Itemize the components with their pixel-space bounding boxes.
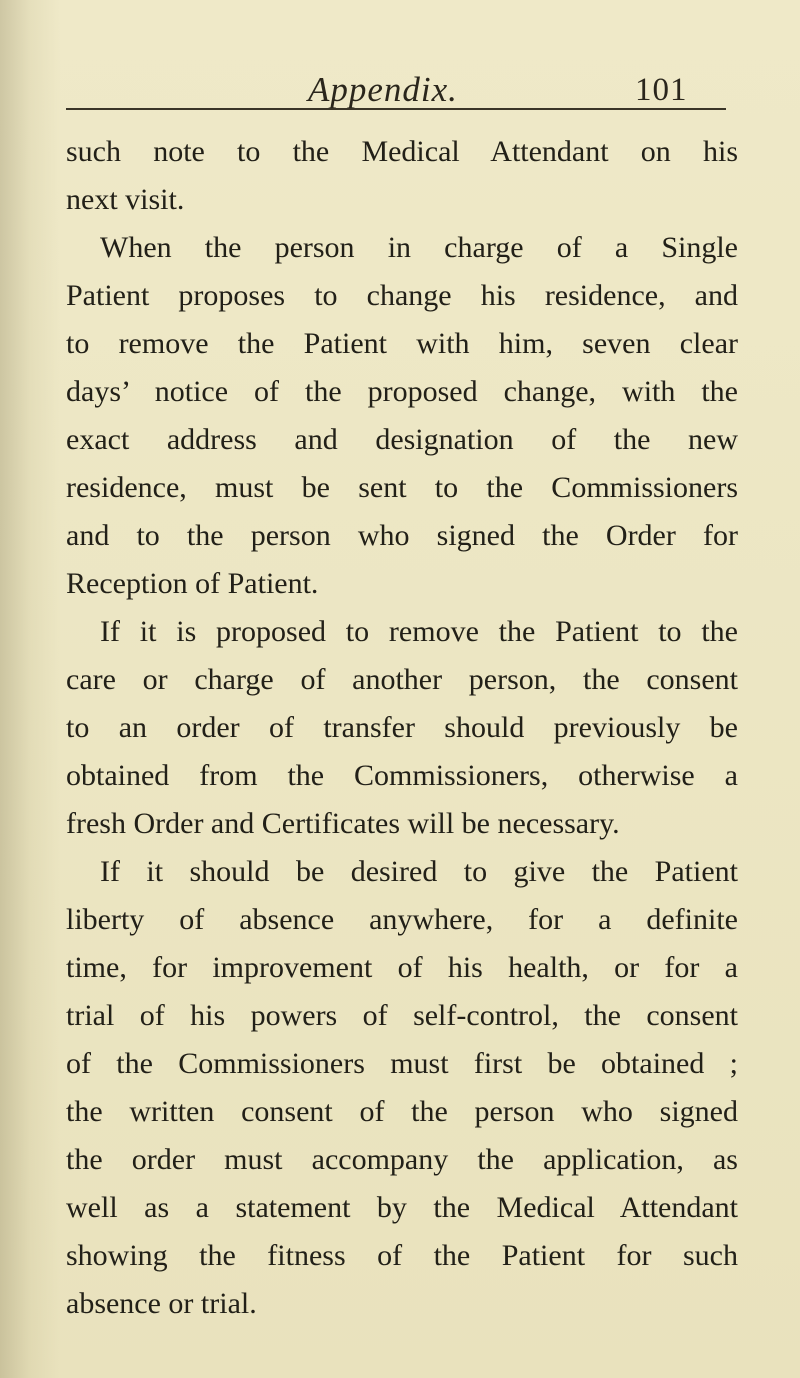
body-text — [66, 128, 738, 1328]
paragraph-start: When the person in charge of a Single — [100, 231, 738, 264]
text-line: and to the person who signed the Order for — [66, 519, 738, 552]
text-line: such note to the Medical Attendant on his — [66, 135, 738, 168]
text-line: liberty of absence anywhere, for a definite — [66, 903, 738, 936]
text-line: well as a statement by the Medical Attendant — [66, 1191, 738, 1224]
text-line: fresh Order and Certificates will be necessary. — [66, 807, 620, 840]
text-line: residence, must be sent to the Commissioners — [66, 471, 738, 504]
text-line: days’ notice of the proposed change, with the — [66, 375, 738, 408]
text-line: care or charge of another person, the consent — [66, 663, 738, 696]
text-line: showing the fitness of the Patient for such — [66, 1239, 738, 1272]
text-line: of the Commissioners must first be obtained ; — [66, 1047, 738, 1080]
text-line: obtained from the Commissioners, otherwise a — [66, 759, 738, 792]
text-line: to an order of transfer should previously be — [66, 711, 738, 744]
text-line: trial of his powers of self-control, the consent — [66, 999, 738, 1032]
text-line: absence or trial. — [66, 1287, 257, 1320]
page-header — [0, 62, 800, 122]
running-title: Appendix. — [308, 70, 458, 109]
text-line: time, for improvement of his health, or for a — [66, 951, 738, 984]
text-line: Reception of Patient. — [66, 567, 319, 600]
text-line: to remove the Patient with him, seven clear — [66, 327, 738, 360]
paragraph-start: If it should be desired to give the Patient — [100, 855, 738, 888]
text-line: Patient proposes to change his residence, and — [66, 279, 738, 312]
text-line: the order must accompany the application, as — [66, 1143, 738, 1176]
page-number: 101 — [635, 72, 688, 108]
text-line: exact address and designation of the new — [66, 423, 738, 456]
header-rule — [66, 108, 726, 110]
text-line: next visit. — [66, 183, 185, 216]
text-line: the written consent of the person who signed — [66, 1095, 738, 1128]
paragraph-start: If it is proposed to remove the Patient to the — [100, 615, 738, 648]
